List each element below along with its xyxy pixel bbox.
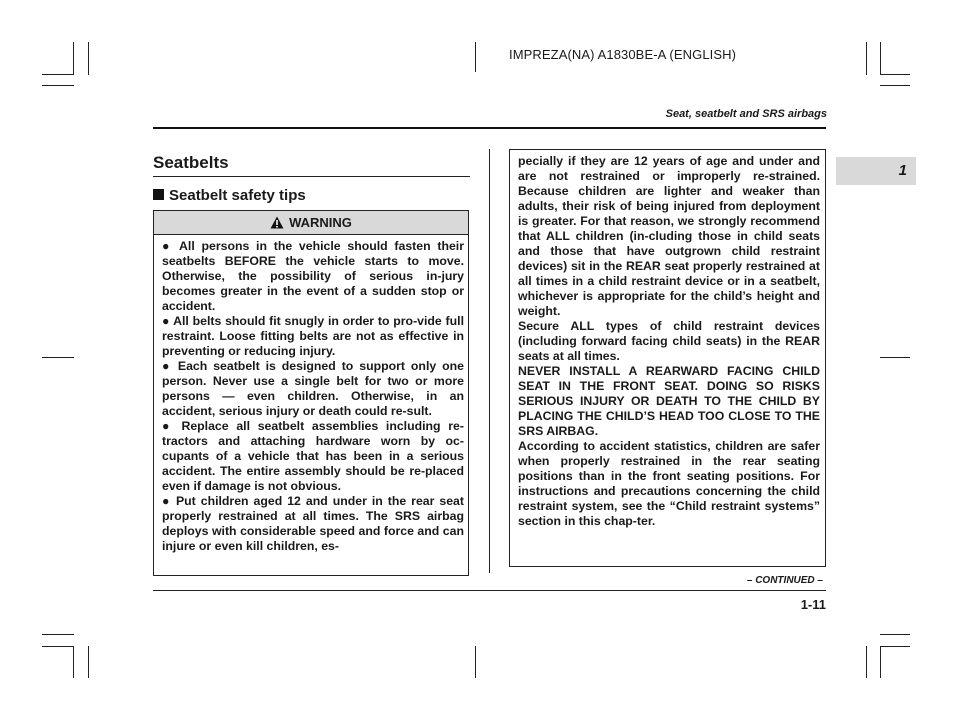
warning-item: ● Each seatbelt is designed to support only one person. Never use a single belt for two or more persons — even children. Otherwise, in an accident, serious injury or death could re-sult.	[162, 359, 464, 418]
warning-body	[162, 239, 464, 554]
warning-continued-body	[518, 154, 820, 529]
warning-header	[154, 211, 468, 235]
page-number: 1-11	[800, 597, 826, 612]
crop-mark	[880, 74, 910, 75]
crop-mark	[866, 42, 867, 75]
crop-mark	[880, 646, 910, 647]
warning-item: ● Replace all seatbelt assemblies including re-tractors and attaching hardware worn by oc-cupants of a vehicle that has been in a serious accident. The entire assembly should be re-placed even if damage is not obvious.	[162, 419, 464, 493]
crop-mark	[42, 74, 74, 75]
document-id: IMPREZA(NA) A1830BE-A (ENGLISH)	[509, 47, 737, 62]
subtitle-text: Seatbelt safety tips	[169, 187, 306, 204]
crop-mark	[88, 42, 89, 75]
crop-mark	[475, 646, 476, 678]
warning-item: ● All belts should fit snugly in order to pro-vide full restraint. Loose fitting belts are not as effective in preventing or reducing injury.	[162, 314, 464, 358]
crop-mark	[880, 42, 881, 75]
warning-paragraph: Secure ALL types of child restraint devices (including forward facing child seats) in the REAR seats at all times.	[518, 319, 820, 363]
warning-item: ● Put children aged 12 and under in the rear seat properly restrained at all times. The SRS airbag deploys with considerable speed and force and can injure or even kill children, es-	[162, 494, 464, 553]
warning-continued-box	[509, 149, 826, 567]
column-divider	[489, 149, 490, 573]
warning-paragraph: pecially if they are 12 years of age and under and are not restrained or improperly re-strained. Because children are lighter and weaker than adults, their risk of being injured from deployment is greater. For that reason, we strongly recommend that ALL children (in-cluding those in child seats and those that have outgrown child restraint devices) sit in the REAR seat properly restrained at all times in a child restraint device or in a seatbelt, whichever is appropriate for the child’s height and weight.	[518, 154, 820, 318]
warning-paragraph: NEVER INSTALL A REARWARD FACING CHILD SEAT IN THE FRONT SEAT. DOING SO RISKS SERIOUS INJURY OR DEATH TO THE CHILD BY PLACING THE CHILD’S HEAD TOO CLOSE TO THE SRS AIRBAG.	[518, 364, 820, 438]
crop-mark	[42, 634, 74, 635]
crop-mark	[880, 646, 881, 678]
crop-mark	[73, 42, 74, 75]
crop-mark	[866, 646, 867, 678]
crop-mark	[880, 85, 910, 86]
section-header: Seat, seatbelt and SRS airbags	[665, 108, 827, 120]
square-bullet-icon	[153, 189, 164, 200]
page-title: Seatbelts	[153, 153, 229, 172]
warning-label: WARNING	[289, 215, 352, 230]
warning-box	[153, 210, 469, 576]
footer-rule	[153, 590, 826, 591]
crop-mark	[42, 357, 74, 358]
warning-paragraph: According to accident statistics, children are safer when properly restrained in the rear seating positions than in the front seating positions. For instructions and precautions concerning the child restraint system, see the “Child restraint systems” section in this chap-ter.	[518, 439, 820, 528]
crop-mark	[88, 646, 89, 678]
crop-mark	[73, 646, 74, 678]
continued-label: – CONTINUED –	[746, 575, 823, 586]
subtitle	[153, 187, 306, 204]
crop-mark	[475, 42, 476, 72]
crop-mark	[880, 634, 910, 635]
crop-mark	[42, 646, 74, 647]
crop-mark	[880, 357, 910, 358]
warning-item: ● All persons in the vehicle should fasten their seatbelts BEFORE the vehicle starts to move. Otherwise, the possibility of serious in-jury becomes greater in the event of a sudden stop or accident.	[162, 239, 464, 313]
warning-triangle-icon	[270, 213, 284, 236]
header-rule	[153, 127, 826, 129]
title-rule	[153, 176, 470, 177]
crop-mark	[42, 85, 74, 86]
chapter-tab: 1	[836, 157, 916, 185]
